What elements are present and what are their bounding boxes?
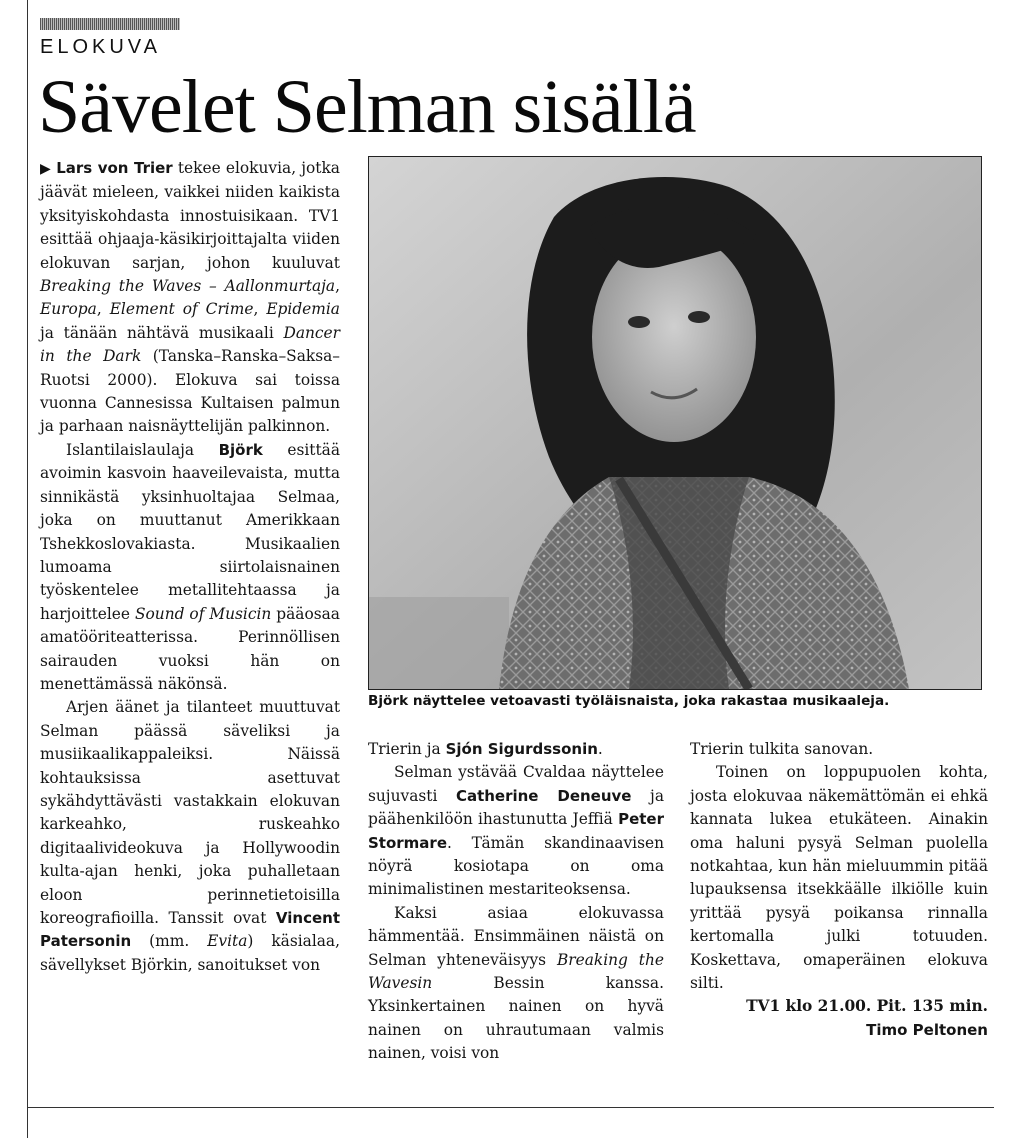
paragraph-second-point: Toinen on loppupuolen kohta, josta elokuvaa näkemättömän ei ehkä kannata lukea etukäteen. Ainakin oma haluni pysyä Selman puolella notkahtaa, kun hän mieluummin pitää lupauksensa itsekkäälle ilkiölle kuin yrittää pysyä poikansa rinnalla kertomalla julki totuuden. Koskettava, omaperäinen elokuva silti.	[690, 763, 988, 993]
article-photo	[368, 156, 982, 690]
section-marker-bar	[40, 18, 180, 30]
text: . Tämän skandinaavisen nöyrä kosiotapa on oma minimalistinen mestariteoksensa.	[368, 833, 664, 899]
text: Bessin kanssa. Yksinkertainen nainen on hyvä nainen on uhrautumaan valmis nainen, voisi von	[368, 974, 664, 1063]
right-eye	[688, 311, 710, 323]
photo-caption: Björk näyttelee vetoavasti työläisnaista, joka rakastaa musikaaleja.	[368, 693, 890, 709]
text: esittää avoimin kasvoin haaveilevaista, mutta sinnikästä yksinhuoltajaa Selmaa, joka on muuttanut Amerikkaan Tshekkoslovakiasta. Musikaalien lumoama siirtolaisnainen työskentelee metallitehtaassa ja harjoittelee	[40, 440, 340, 623]
text: ,	[96, 300, 110, 319]
article-headline: Sävelet Selman sisällä	[38, 65, 696, 149]
name-vincent-paterson: Vincent Patersonin	[40, 909, 340, 951]
section-label: ELOKUVA	[40, 36, 161, 58]
text: ja päähenkilöön ihastunutta Jeffiä	[368, 786, 664, 829]
film-title: Breaking the Wavesin	[368, 950, 664, 993]
film-title: Dancer in the Dark	[40, 323, 340, 366]
name-catherine-deneuve: Catherine Deneuve	[455, 786, 632, 805]
paragraph-sounds	[40, 696, 340, 977]
text: ,	[253, 300, 267, 319]
name-bjork: Björk	[218, 440, 263, 459]
name-sjon-sigurdsson: Sjón Sigurdssonin	[445, 740, 598, 758]
text: pääosaa amatööriteatterissa. Perinnöllisen sairauden vuoksi hän on menettämässä näkönsä.	[40, 604, 340, 693]
article-column-1	[40, 157, 340, 977]
photo-illustration	[369, 157, 981, 689]
article-column-3	[690, 738, 988, 1042]
film-title: Europa	[40, 300, 97, 319]
text: (Tanska–Ranska–Saksa–Ruotsi 2000). Elokuva sai toissa vuonna Cannesissa Kultaisen palmun ja parhaan naisnäyttelijän palkinnon.	[40, 347, 340, 436]
page-bottom-rule	[27, 1107, 994, 1108]
left-eye	[628, 316, 650, 328]
arrow-icon: ▶	[40, 161, 52, 177]
text: Kaksi asiaa elokuvassa hämmentää. Ensimmäinen näistä on Selman yhteneväisyys	[368, 903, 664, 969]
page-left-rule	[27, 0, 28, 1138]
text: ) käsialaa, sävellykset Björkin, sanoitukset von	[40, 932, 341, 974]
text: Trierin ja	[368, 740, 446, 758]
author-name: Timo Peltonen	[866, 1020, 988, 1039]
film-title: Sound of Musicin	[134, 604, 272, 623]
photo-floor	[369, 597, 509, 689]
text: ja tänään nähtävä musikaali	[40, 323, 284, 342]
article-column-2	[368, 738, 664, 1066]
text: .	[597, 740, 603, 758]
film-title: Element of Crime	[109, 300, 254, 319]
paragraph-cast	[368, 761, 664, 901]
face-shape	[592, 232, 756, 442]
text: tekee elokuvia, jotka jäävät mieleen, vaikkei niiden kaikista yksityiskohdasta innostuisikaan. TV1 esittää ohjaaja-käsikirjoittajalta viiden elokuvan sarjan, johon kuuluvat	[40, 159, 340, 272]
paragraph-bjork	[40, 439, 340, 696]
text: (mm.	[131, 932, 208, 951]
text: Islantilaislaulaja	[66, 440, 219, 459]
film-title: Breaking the Waves – Aallonmurtaja	[40, 277, 336, 296]
text: Arjen äänet ja tilanteet muuttuvat Selman päässä säveliksi ja musiikaalikappaleiksi. Näissä kohtauksissa asettuvat sykähdyttävästi vastakkain elokuvan karkeahko, ruskeahko digitaalivideokuva ja Hollywoodin kulta-ajan henki, joka puhalletaan eloon perinnetietoisilla koreografioilla. Tanssit ovat	[40, 698, 340, 927]
paragraph-continuation	[368, 738, 664, 761]
text: Selman ystävää Cvaldaa näyttelee sujuvasti	[368, 763, 664, 805]
film-title: Epidemia	[266, 300, 340, 319]
broadcast-info: TV1 klo 21.00. Pit. 135 min.	[746, 997, 988, 1016]
paragraph-confusion	[368, 902, 664, 1066]
name-peter-stormare: Peter Stormare	[368, 810, 664, 852]
paragraph-intro	[40, 157, 340, 439]
name-lars-von-trier: Lars von Trier	[56, 159, 173, 177]
paragraph-continuation: Trierin tulkita sanovan.	[690, 740, 874, 758]
text: ,	[335, 277, 340, 296]
film-title: Evita	[207, 932, 248, 951]
